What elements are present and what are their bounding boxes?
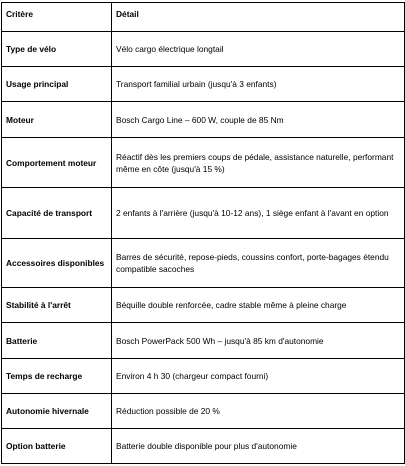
table-header: [2, 3, 405, 32]
table-row: [2, 67, 405, 102]
header-detail: Détail: [112, 3, 405, 32]
table-row: [2, 394, 405, 429]
table-row: [2, 323, 405, 359]
row-criterion: Capacité de transport: [2, 188, 112, 239]
row-criterion: Moteur: [2, 102, 112, 138]
row-criterion: Stabilité à l'arrêt: [2, 288, 112, 323]
spec-table: [1, 2, 405, 464]
row-criterion: Type de vélo: [2, 32, 112, 67]
row-criterion: Accessoires disponibles: [2, 239, 112, 288]
row-detail: Bosch Cargo Line – 600 W, couple de 85 Nm: [112, 102, 405, 138]
row-criterion: Option batterie: [2, 429, 112, 464]
row-detail: Réactif dès les premiers coups de pédale, assistance naturelle, performant même en côte (jusqu'à 15 %): [112, 138, 405, 188]
row-detail: Béquille double renforcée, cadre stable même à pleine charge: [112, 288, 405, 323]
row-detail: Transport familial urbain (jusqu'à 3 enfants): [112, 67, 405, 102]
row-detail: Bosch PowerPack 500 Wh – jusqu'à 85 km d'autonomie: [112, 323, 405, 359]
table-row: [2, 429, 405, 464]
table-row: [2, 102, 405, 138]
row-criterion: Batterie: [2, 323, 112, 359]
header-criterion: Critère: [2, 3, 112, 32]
row-detail: Barres de sécurité, repose-pieds, coussins confort, porte-bagages étendu compatible sacoches: [112, 239, 405, 288]
row-detail: Batterie double disponible pour plus d'autonomie: [112, 429, 405, 464]
row-criterion: Comportement moteur: [2, 138, 112, 188]
row-criterion: Temps de recharge: [2, 359, 112, 394]
row-detail: Vélo cargo électrique longtail: [112, 32, 405, 67]
row-criterion: Autonomie hivernale: [2, 394, 112, 429]
table-row: [2, 188, 405, 239]
row-detail: Réduction possible de 20 %: [112, 394, 405, 429]
table-body: [2, 32, 405, 464]
table-row: [2, 138, 405, 188]
table-row: [2, 288, 405, 323]
row-detail: Environ 4 h 30 (chargeur compact fourni): [112, 359, 405, 394]
table-row: [2, 32, 405, 67]
header-row: [2, 3, 405, 32]
table-row: [2, 239, 405, 288]
table-row: [2, 359, 405, 394]
row-criterion: Usage principal: [2, 67, 112, 102]
row-detail: 2 enfants à l'arrière (jusqu'à 10-12 ans), 1 siège enfant à l'avant en option: [112, 188, 405, 239]
